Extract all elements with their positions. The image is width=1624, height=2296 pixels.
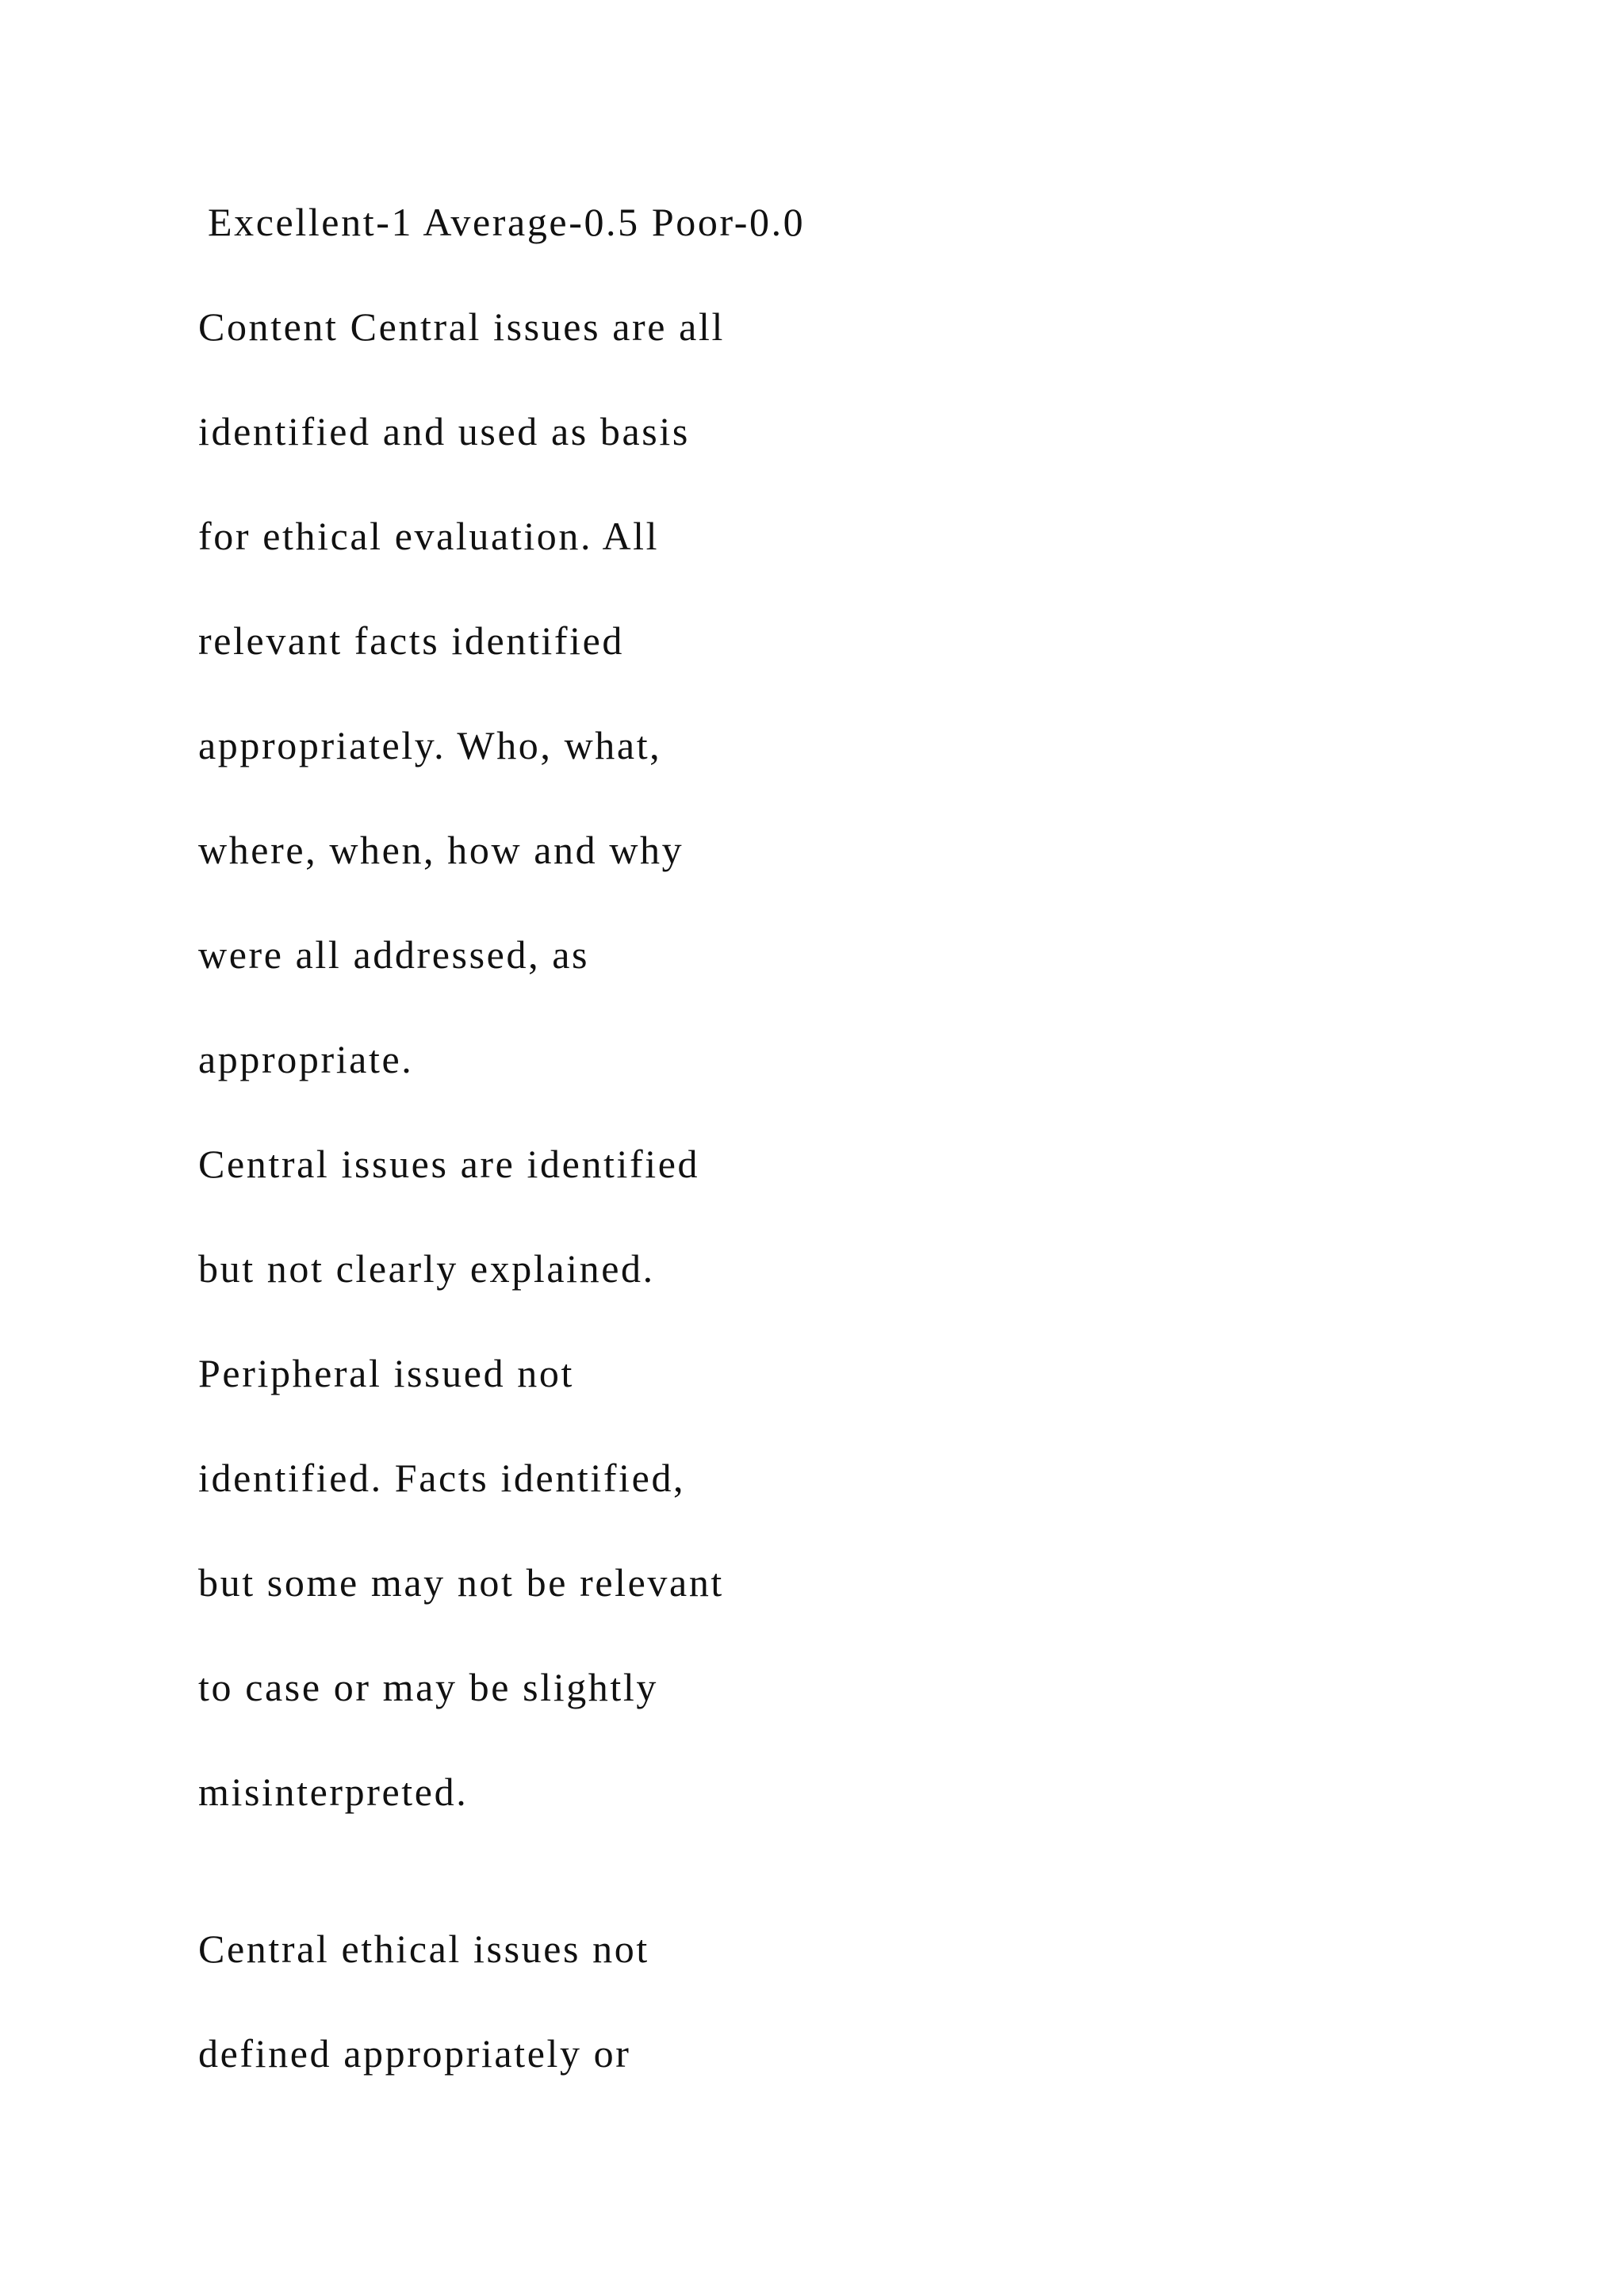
excellent-line-7: were all addressed, as: [198, 932, 590, 977]
average-line-6: to case or may be slightly: [198, 1665, 658, 1709]
excellent-line-4: relevant facts identified: [198, 618, 624, 663]
excellent-line-8: appropriate.: [198, 1037, 414, 1081]
average-line-2: but not clearly explained.: [198, 1246, 655, 1291]
average-line-3: Peripheral issued not: [198, 1351, 574, 1395]
average-line-4: identified. Facts identified,: [198, 1456, 686, 1500]
average-line-5: but some may not be relevant: [198, 1560, 724, 1605]
average-line-1: Central issues are identified: [198, 1142, 700, 1186]
average-line-7: misinterpreted.: [198, 1770, 469, 1814]
excellent-line-6: where, when, how and why: [198, 828, 684, 872]
poor-line-1: Central ethical issues not: [198, 1927, 649, 1971]
excellent-line-2: identified and used as basis: [198, 409, 690, 453]
excellent-line-3: for ethical evaluation. All: [198, 514, 660, 558]
excellent-line-5: appropriately. Who, what,: [198, 723, 662, 767]
excellent-line-1: Content Central issues are all: [198, 304, 725, 349]
rubric-header: Excellent-1 Average-0.5 Poor-0.0: [208, 200, 806, 244]
poor-line-2: defined appropriately or: [198, 2031, 631, 2076]
